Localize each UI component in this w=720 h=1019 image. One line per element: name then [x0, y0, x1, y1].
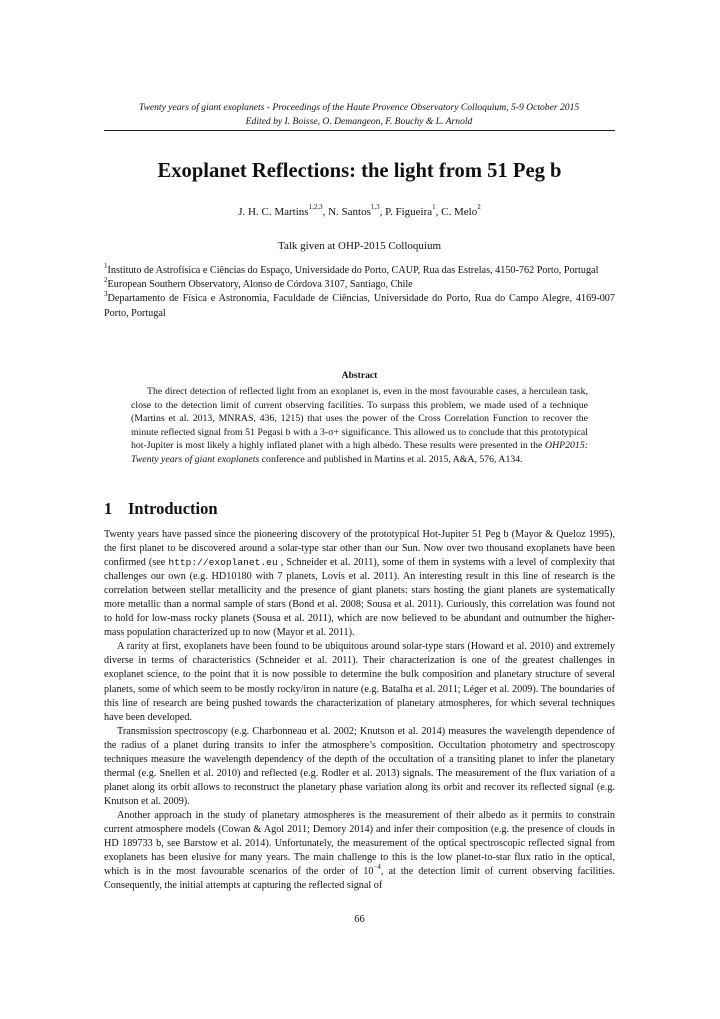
section-title: Introduction: [128, 499, 218, 518]
author: P. Figueira$^1$,: [385, 203, 442, 218]
paragraph: Twenty years have passed since the pioneering discovery of the prototypical Hot-Jupiter 51 Peg b (Mayor & Queloz 1995), the first planet to be discovered around a solar-type star other than our Sun. Now over two thousand exoplanets have been confirmed (see http://exoplanet.eu , Schneider et al. 2011), some of them in systems with a level of complexity that challenges our own (e.g. HD10180 with 7 planets, Lovis et al. 2011). An interesting result in this line of research is the correlation between stellar metallicity and the presence of giant planets: stars hosting the giant planets are systematically more metallic than a normal sample of stars (Bond et al. 2008; Sousa et al. 2011). Curiously, this correlation was found not to hold for low-mass rocky planets (Sousa et al. 2011), which are now believed to be abundant and outnumber the higher-mass population characterized up to now (Mayor et al. 2011).: [104, 529, 616, 639]
author-list: [104, 204, 615, 220]
affiliation: $^2$European Southern Observatory, Alonso de Córdova 3107, Santiago, Chile: [104, 275, 413, 291]
author: J. H. C. Martins$^{1,2,3}$,: [238, 203, 329, 218]
header-line-1: Twenty years of giant exoplanets - Proceedings of the Haute Provence Observatory Colloquium, 5-9 October 2015: [138, 102, 580, 113]
header-rule: [104, 130, 615, 131]
exoplanet-link[interactable]: http://exoplanet.eu: [168, 557, 278, 569]
abstract-text: The direct detection of reflected light from an exoplanet is, even in the most favourable cases, a herculean task, close to the detection limit of current observing facilities. To surpass this problem, we made used of a technique (Martins et al. 2013, MNRAS, 436, 1215) that uses the power of the Cross Correlation Function to recover the minute reflected signal from 51 Pegasi b with a 3-σ+ significance. This allowed us to conclude that this prototypical hot-Jupiter is most likely a highly inflated planet with a high albedo. These results were presented in the OHP2015: Twenty years of giant exoplanets conference and published in Martins et al. 2015, A&A, 576, A134.: [131, 386, 588, 465]
section-heading: [104, 499, 218, 519]
paragraph: Transmission spectroscopy (e.g. Charbonneau et al. 2002; Knutson et al. 2014) measures the wavelength dependence of the radius of a planet during transits to infer the atmosphere’s composition. Occultation photometry and spectroscopy techniques measure the wavelength dependency of the depth of the occultation of a transiting planet to infer the planetary thermal (e.g. Snellen et al. 2010) and reflected (e.g. Rodler et al. 2013) signals. The measurement of the flux variation of a planet along its orbit allows to reconstruct the planetary phase variation along its orbit and recover its reflected signal (e.g. Knutson et al. 2009).: [104, 725, 615, 807]
paragraph: A rarity at first, exoplanets have been found to be ubiquitous around solar-type stars (Howard et al. 2010) and extremely diverse in terms of characteristics (Schneider et al. 2011). Their characterization is one of the greatest challenges in exoplanet science, to the point that it is now possible to determine the bulk composition and planetary structure of several planets, some of which seem to be mostly rocky/iron in nature (e.g. Batalha et al. 2011; Léger et al. 2009). The boundaries of this line of research are being pushed towards the characterization of planetary atmospheres, for which several techniques have been developed.: [104, 641, 615, 723]
running-header: [104, 101, 614, 129]
abstract-heading: Abstract: [341, 370, 378, 381]
body-text: [104, 528, 615, 893]
affiliations: [104, 261, 615, 321]
paragraph: Another approach in the study of planetary atmospheres is the measurement of their albedo as it permits to constrain current atmosphere models (Cowan & Agol 2011; Demory 2014) and infer their composition (e.g. the presence of clouds in HD 189733 b, see Barstow et al. 2014). Unfortunately, the measurement of the optical spectroscopic reflected signal from exoplanets has been elusive for many years. The main challenge to this is the low planet-to-star flux ratio in the optical, which is in the most favourable scenarios of the order of $10^{-4}$, at the detection limit of current observing facilities. Consequently, the initial attempts at capturing the reflected signal of: [104, 809, 616, 892]
paper-title: Exoplanet Reflections: the light from 51 Peg b: [157, 160, 562, 182]
header-line-2: Edited by I. Boisse, O. Demangeon, F. Bouchy & L. Arnold: [245, 116, 473, 127]
author: C. Melo$^2$: [441, 203, 481, 218]
author: N. Santos$^{1,3}$,: [328, 203, 386, 218]
talk-note: Talk given at OHP-2015 Colloquium: [278, 240, 441, 252]
page-number: 66: [354, 914, 365, 925]
affiliation: $^1$Instituto de Astrofísica e Ciências do Espaço, Universidade do Porto, CAUP, Rua das Estrelas, 4150-762 Porto, Portugal: [104, 261, 599, 276]
section-number: 1: [104, 499, 113, 518]
affiliation: $^3$Departamento de Física e Astronomia, Faculdade de Ciências, Universidade do Porto, Rua do Campo Alegre, 4169-007 Porto, Portugal: [104, 290, 615, 319]
